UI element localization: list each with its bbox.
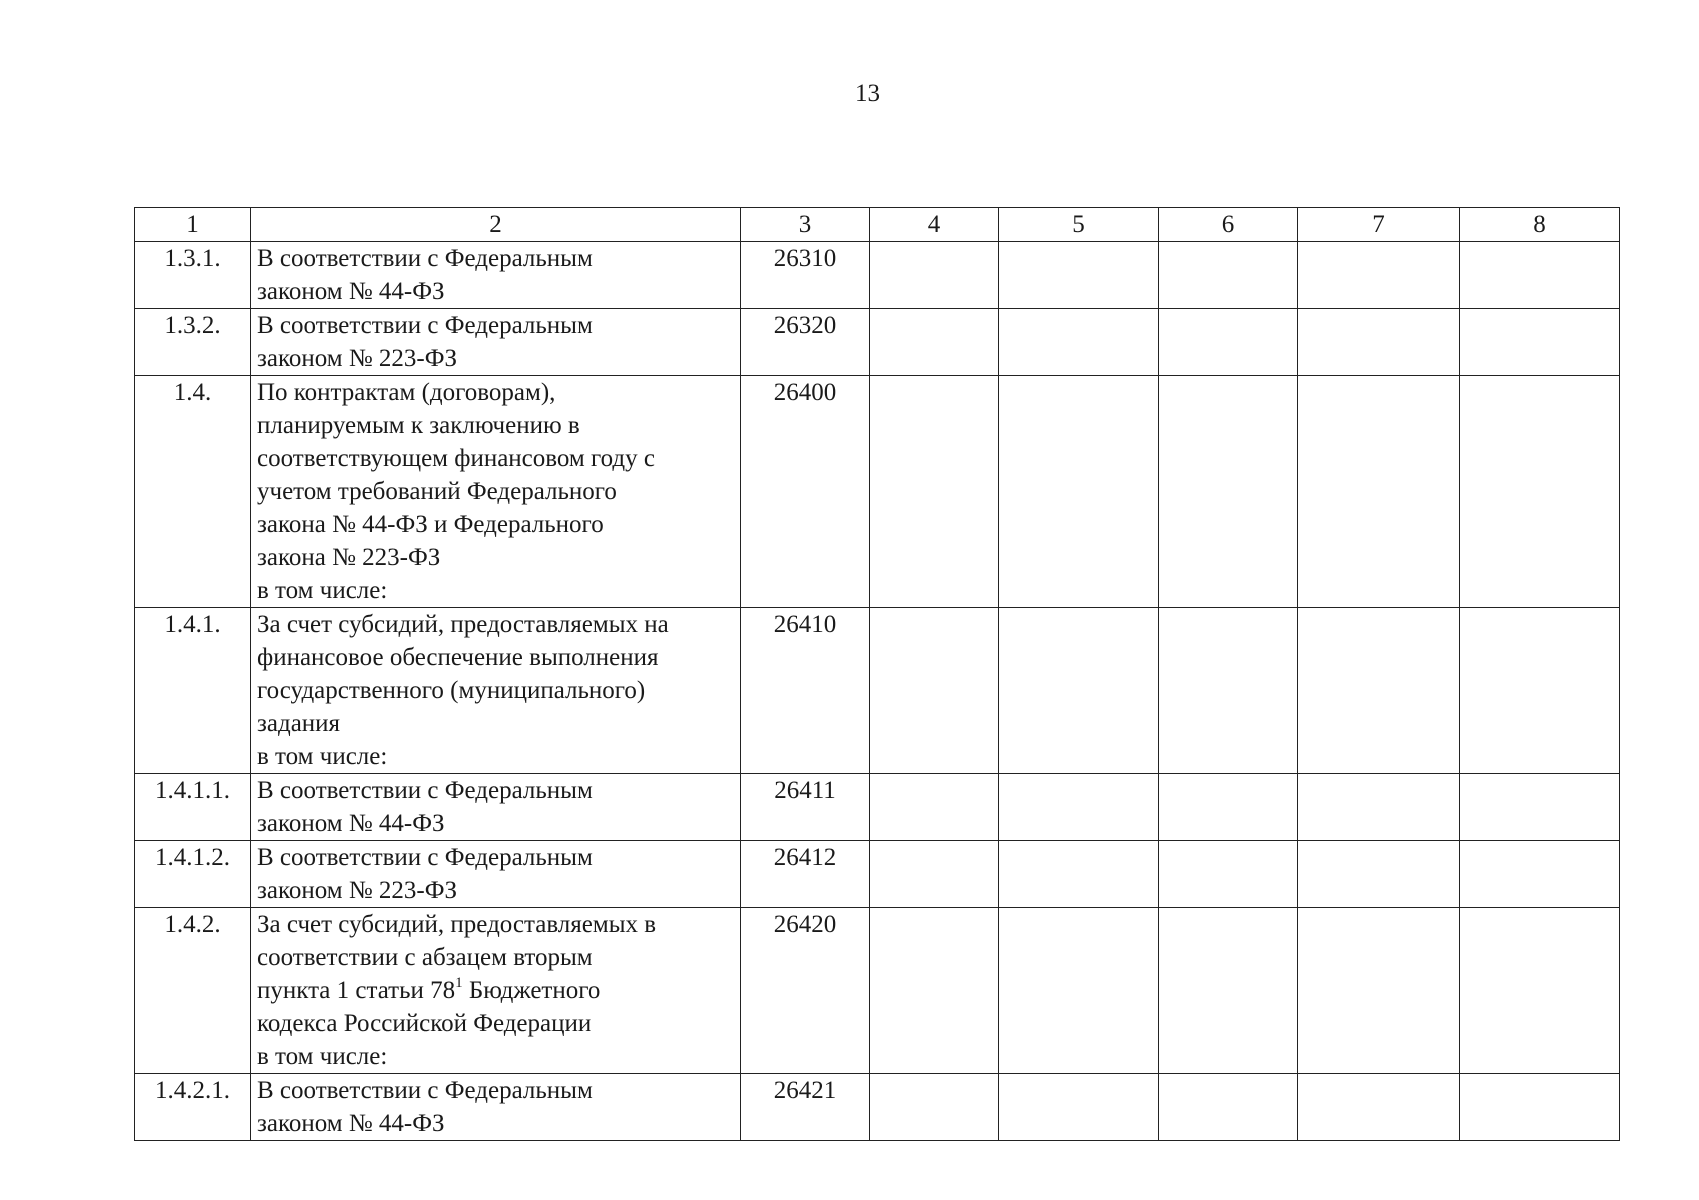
value-cell xyxy=(1298,242,1460,309)
description-line: В соответствии с Федеральным xyxy=(257,1077,593,1104)
value-cell xyxy=(1159,1074,1298,1141)
row-number: 1.3.1. xyxy=(135,242,251,309)
value-cell xyxy=(1159,309,1298,376)
value-cell xyxy=(870,841,999,908)
description-line: законом № 44-ФЗ xyxy=(257,1110,445,1137)
description-line: За счет субсидий, предоставляемых на xyxy=(257,611,669,638)
description-line: планируемым к заключению в xyxy=(257,412,580,439)
value-cell xyxy=(999,608,1159,774)
description-line: В соответствии с Федеральным xyxy=(257,844,593,871)
value-cell xyxy=(1159,376,1298,608)
value-cell xyxy=(870,1074,999,1141)
description-line: законом № 223-ФЗ xyxy=(257,877,458,904)
row-number: 1.4.2.1. xyxy=(135,1074,251,1141)
description-line: За счет субсидий, предоставляемых в xyxy=(257,911,657,938)
page-number: 13 xyxy=(855,80,880,107)
value-cell xyxy=(870,608,999,774)
table-row xyxy=(135,908,1620,1074)
value-cell xyxy=(1159,908,1298,1074)
value-cell xyxy=(1159,841,1298,908)
description-line: кодекса Российской Федерации xyxy=(257,1010,592,1037)
value-cell xyxy=(1298,376,1460,608)
value-cell xyxy=(1298,608,1460,774)
row-number: 1.3.2. xyxy=(135,309,251,376)
value-cell xyxy=(1298,841,1460,908)
row-number: 1.4. xyxy=(135,376,251,608)
table-row xyxy=(135,608,1620,774)
value-cell xyxy=(1460,908,1620,1074)
column-header: 3 xyxy=(741,208,870,242)
row-description xyxy=(251,242,741,309)
description-line: По контрактам (договорам), xyxy=(257,379,556,406)
description-line-with-superscript xyxy=(257,974,734,1007)
value-cell xyxy=(1460,1074,1620,1141)
row-description xyxy=(251,1074,741,1141)
row-description xyxy=(251,774,741,841)
description-line: законом № 223-ФЗ xyxy=(257,345,458,372)
value-cell xyxy=(999,376,1159,608)
column-header: 5 xyxy=(999,208,1159,242)
sup-line-after: Бюджетного xyxy=(462,977,601,1004)
row-code: 26412 xyxy=(741,841,870,908)
superscript: 1 xyxy=(455,974,463,991)
sup-line-before: пункта 1 статьи 78 xyxy=(257,977,456,1004)
description-line: в том числе: xyxy=(257,577,388,604)
row-number: 1.4.1.2. xyxy=(135,841,251,908)
value-cell xyxy=(1159,774,1298,841)
description-line: В соответствии с Федеральным xyxy=(257,312,593,339)
value-cell xyxy=(870,376,999,608)
row-description xyxy=(251,608,741,774)
value-cell xyxy=(1460,309,1620,376)
description-line: законом № 44-ФЗ xyxy=(257,810,445,837)
description-line: соответствии с абзацем вторым xyxy=(257,944,593,971)
table-row xyxy=(135,242,1620,309)
value-cell xyxy=(999,908,1159,1074)
value-cell xyxy=(999,774,1159,841)
value-cell xyxy=(999,841,1159,908)
description-line: учетом требований Федерального xyxy=(257,478,617,505)
column-header: 4 xyxy=(870,208,999,242)
row-number: 1.4.1.1. xyxy=(135,774,251,841)
description-line: законом № 44-ФЗ xyxy=(257,278,445,305)
value-cell xyxy=(1460,774,1620,841)
description-line: В соответствии с Федеральным xyxy=(257,245,593,272)
column-number-row xyxy=(135,208,1620,242)
table-row xyxy=(135,309,1620,376)
column-header: 7 xyxy=(1298,208,1460,242)
row-description xyxy=(251,908,741,1074)
value-cell xyxy=(870,774,999,841)
table-row xyxy=(135,841,1620,908)
value-cell xyxy=(870,242,999,309)
row-description xyxy=(251,841,741,908)
description-line: задания xyxy=(257,710,341,737)
value-cell xyxy=(999,242,1159,309)
description-line: закона № 223-ФЗ xyxy=(257,544,441,571)
value-cell xyxy=(1159,608,1298,774)
column-header: 6 xyxy=(1159,208,1298,242)
value-cell xyxy=(1298,908,1460,1074)
row-code: 26320 xyxy=(741,309,870,376)
row-code: 26410 xyxy=(741,608,870,774)
column-header: 1 xyxy=(135,208,251,242)
value-cell xyxy=(1460,376,1620,608)
row-code: 26400 xyxy=(741,376,870,608)
value-cell xyxy=(1298,1074,1460,1141)
description-line: закона № 44-ФЗ и Федерального xyxy=(257,511,604,538)
value-cell xyxy=(1298,309,1460,376)
row-number: 1.4.1. xyxy=(135,608,251,774)
description-line: В соответствии с Федеральным xyxy=(257,777,593,804)
value-cell xyxy=(870,908,999,1074)
value-cell xyxy=(1159,242,1298,309)
table-row xyxy=(135,774,1620,841)
description-line: государственного (муниципального) xyxy=(257,677,646,704)
column-header: 2 xyxy=(251,208,741,242)
row-code: 26420 xyxy=(741,908,870,1074)
description-line: в том числе: xyxy=(257,1043,388,1070)
value-cell xyxy=(1460,608,1620,774)
description-line: в том числе: xyxy=(257,743,388,770)
row-code: 26411 xyxy=(741,774,870,841)
row-code: 26310 xyxy=(741,242,870,309)
row-number: 1.4.2. xyxy=(135,908,251,1074)
table-row xyxy=(135,376,1620,608)
value-cell xyxy=(1298,774,1460,841)
table-row xyxy=(135,1074,1620,1141)
description-line: соответствующем финансовом году с xyxy=(257,445,655,472)
value-cell xyxy=(870,309,999,376)
row-description xyxy=(251,309,741,376)
row-code: 26421 xyxy=(741,1074,870,1141)
value-cell xyxy=(1460,242,1620,309)
data-table xyxy=(134,207,1620,1141)
value-cell xyxy=(999,1074,1159,1141)
value-cell xyxy=(1460,841,1620,908)
description-line: финансовое обеспечение выполнения xyxy=(257,644,659,671)
column-header: 8 xyxy=(1460,208,1620,242)
row-description xyxy=(251,376,741,608)
value-cell xyxy=(999,309,1159,376)
